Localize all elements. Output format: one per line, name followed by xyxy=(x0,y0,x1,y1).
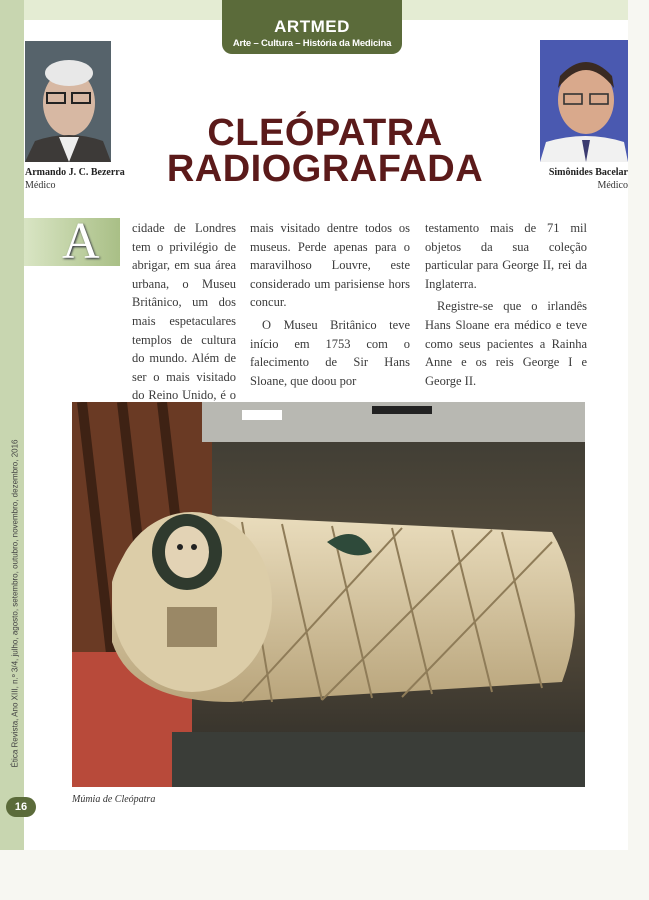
page-number: 16 xyxy=(6,797,36,817)
author-photo-right xyxy=(540,40,628,162)
mummy-photo xyxy=(72,402,585,787)
section-title: ARTMED xyxy=(274,17,350,36)
column-3-paragraph-1: testamento mais de 71 mil objetos da sua coleção particular para George II, rei da Inglaterra. xyxy=(425,221,587,291)
figure-caption: Múmia de Cleópatra xyxy=(72,794,156,805)
author-photo-left xyxy=(25,41,111,162)
article-column-1 xyxy=(70,219,236,424)
section-header-tab xyxy=(222,0,402,54)
author-role-right: Médico xyxy=(597,180,628,191)
column-2-paragraph-2: O Museu Britânico teve início em 1753 com o falecimento de Sir Hans Sloane, que doou por xyxy=(250,317,410,388)
dropcap-letter: A xyxy=(62,213,100,270)
article-column-2 xyxy=(250,219,410,390)
author-role-left: Médico xyxy=(25,180,56,191)
column-2-paragraph-1: mais visitado dentre todos os museus. Perde apenas para o maravilhoso Louvre, este considerado um parisiense hors concur. xyxy=(250,221,410,310)
article-title-line2: RADIOGRAFADA xyxy=(166,148,484,190)
column-1-text: cidade de Londres tem o privilégio de abrigar, em sua área urbana, o Museu Britânico, um dos mais espetaculares templos de cultura do mundo. Além de ser o mais visitado do Reino Unido, é o xyxy=(132,221,236,403)
section-subtitle: Arte – Cultura – História da Medicina xyxy=(232,38,392,49)
column-3-paragraph-2: Registre-se que o irlandês Hans Sloane era médico e teve como seus pacientes a Rainha Anne e os reis George I e George II. xyxy=(425,299,587,388)
article-title xyxy=(160,112,490,190)
author-name-right: Simônides Bacelar xyxy=(548,167,628,178)
article-title-line1: CLEÓPATRA xyxy=(207,112,443,154)
vertical-credit: Ética Revista, Ano XIII, n.º 3/4, julho, agosto, setembro, outubro, novembro, dezembro, 2016 xyxy=(10,439,20,768)
author-name-left: Armando J. C. Bezerra xyxy=(25,167,125,178)
article-column-3 xyxy=(425,219,587,390)
